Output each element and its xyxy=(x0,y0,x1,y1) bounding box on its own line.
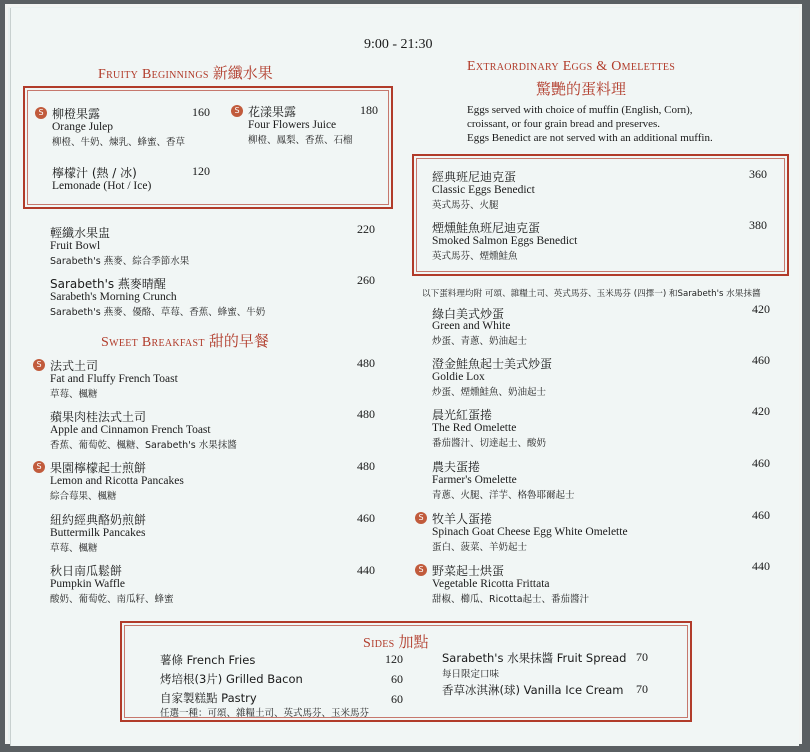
item-name-en: Four Flowers Juice xyxy=(248,119,337,131)
side-item-desc: 任選一種：可頌、雜糧土司、英式馬芬、玉米馬芬 xyxy=(160,708,370,719)
item-price: 420 xyxy=(752,404,770,418)
eggs-intro-line: croissant, or four grain bread and preserves. xyxy=(467,118,661,130)
section-title-en: Fruity Beginnings xyxy=(98,67,209,82)
item-desc: 炒蛋、煙燻鮭魚、奶油起士 xyxy=(432,387,547,398)
item-name-zh: 牧羊人蛋捲 xyxy=(432,512,493,526)
item-desc: 甜椒、櫛瓜、Ricotta起士、番茄醬汁 xyxy=(432,594,590,605)
eggs-intro-line: Eggs served with choice of muffin (English, Corn), xyxy=(467,104,693,116)
side-item-price: 60 xyxy=(391,692,403,706)
item-name-en: Farmer's Omelette xyxy=(432,474,517,486)
item-price: 440 xyxy=(752,559,770,573)
item-price: 260 xyxy=(357,273,375,287)
item-name-zh: 花漾果露 xyxy=(248,105,297,119)
signature-icon: S xyxy=(33,359,45,371)
item-name-zh: 柳橙果露 xyxy=(52,107,101,121)
signature-icon: S xyxy=(35,107,47,119)
item-name-en: Goldie Lox xyxy=(432,371,485,383)
item-name-zh: 經典班尼迪克蛋 xyxy=(432,170,517,184)
item-desc: 英式馬芬、火腿 xyxy=(432,200,499,211)
item-name-zh: 綠白美式炒蛋 xyxy=(432,307,505,321)
item-name-zh: 煙燻鮭魚班尼迪克蛋 xyxy=(432,221,541,235)
item-name-en: Vegetable Ricotta Frittata xyxy=(432,578,550,590)
item-price: 120 xyxy=(192,164,210,178)
item-desc: 酸奶、葡萄乾、南瓜籽、蜂蜜 xyxy=(50,594,174,605)
item-name-zh: 農夫蛋捲 xyxy=(432,460,481,474)
item-name-en: Smoked Salmon Eggs Benedict xyxy=(432,235,578,247)
item-name-zh: 澄金鮭魚起士美式炒蛋 xyxy=(432,357,553,371)
section-title-sweet xyxy=(101,330,269,351)
item-price: 420 xyxy=(752,302,770,316)
item-price: 460 xyxy=(752,508,770,522)
item-name-zh: Sarabeth's 燕麥晴醒 xyxy=(50,277,166,291)
item-desc: 番茄醬汁、切達起士、酸奶 xyxy=(432,438,547,449)
item-name-zh: 秋日南瓜鬆餅 xyxy=(50,564,123,578)
section-title-eggs-en: Extraordinary Eggs & Omelettes xyxy=(467,59,676,74)
item-price: 180 xyxy=(360,103,378,117)
item-desc: 蛋白、菠菜、羊奶起士 xyxy=(432,542,528,553)
item-price: 480 xyxy=(357,459,375,473)
signature-icon: S xyxy=(231,105,243,117)
side-item-name: 香草冰淇淋(球) Vanilla Ice Cream xyxy=(442,683,624,697)
item-desc: 柳橙、牛奶、煉乳、蜂蜜、香草 xyxy=(52,137,186,148)
opening-hours: 9:00 - 21:30 xyxy=(364,37,433,52)
side-item-price: 120 xyxy=(385,652,403,666)
side-item-desc: 每日限定口味 xyxy=(442,669,500,680)
item-price: 220 xyxy=(357,222,375,236)
item-name-en: Sarabeth's Morning Crunch xyxy=(50,291,177,303)
item-price: 460 xyxy=(752,456,770,470)
item-desc: 柳橙、鳳梨、香蕉、石榴 xyxy=(248,135,353,146)
signature-icon: S xyxy=(415,512,427,524)
signature-icon: S xyxy=(415,564,427,576)
section-title-zh: 甜的早餐 xyxy=(208,334,269,350)
item-name-en: Orange Julep xyxy=(52,121,113,133)
item-desc: Sarabeth's 燕麥、優酪、草莓、香蕉、蜂蜜、牛奶 xyxy=(50,307,266,318)
item-name-en: Classic Eggs Benedict xyxy=(432,184,535,196)
item-price: 380 xyxy=(749,218,767,232)
side-item-price: 70 xyxy=(636,682,648,696)
side-item-price: 60 xyxy=(391,672,403,686)
eggs-serving-note: 以下蛋料理均附 可頌、雜糧土司、英式馬芬、玉米馬芬 (四擇一) 和Sarabeth's 水果抹醬 xyxy=(422,289,761,299)
item-name-zh: 輕纖水果盅 xyxy=(50,226,111,240)
item-name-en: Fat and Fluffy French Toast xyxy=(50,373,178,385)
item-name-en: Spinach Goat Cheese Egg White Omelette xyxy=(432,526,628,538)
item-price: 360 xyxy=(749,167,767,181)
item-name-en: Green and White xyxy=(432,320,511,332)
item-name-zh: 紐約經典酪奶煎餅 xyxy=(50,513,147,527)
item-desc: 英式馬芬、煙燻鮭魚 xyxy=(432,251,518,262)
item-name-zh: 晨光紅蛋捲 xyxy=(432,408,493,422)
item-desc: 炒蛋、青蔥、奶油起士 xyxy=(432,336,528,347)
item-price: 480 xyxy=(357,407,375,421)
side-item-name: 自家製糕點 Pastry xyxy=(160,691,257,705)
item-name-zh: 法式土司 xyxy=(50,359,99,373)
item-desc: 綜合莓果、楓糖 xyxy=(50,491,117,502)
item-desc: 青蔥、火腿、洋芋、格魯耶爾起士 xyxy=(432,490,575,501)
section-title-en: Sweet Breakfast xyxy=(101,335,205,350)
section-title-fruity xyxy=(98,62,273,83)
item-desc: Sarabeth's 燕麥、綜合季節水果 xyxy=(50,256,190,267)
eggs-intro-line: Eggs Benedict are not served with an additional muffin. xyxy=(467,132,713,144)
item-name-zh: 野菜起士烘蛋 xyxy=(432,564,505,578)
side-item-name: 薯條 French Fries xyxy=(160,653,256,667)
item-price: 440 xyxy=(357,563,375,577)
signature-icon: S xyxy=(33,461,45,473)
item-name-en: Fruit Bowl xyxy=(50,240,101,252)
section-title-eggs-zh: 驚艷的蛋料理 xyxy=(536,82,627,98)
side-item-name: 烤培根(3片) Grilled Bacon xyxy=(160,672,303,686)
item-name-en: Lemon and Ricotta Pancakes xyxy=(50,475,184,487)
item-name-zh: 檸檬汁 (熱 / 冰) xyxy=(52,166,137,180)
item-name-en: The Red Omelette xyxy=(432,422,517,434)
item-desc: 草莓、楓糖 xyxy=(50,389,98,400)
item-price: 160 xyxy=(192,105,210,119)
item-name-zh: 果園檸檬起士煎餅 xyxy=(50,461,147,475)
item-desc: 香蕉、葡萄乾、楓糖、Sarabeth's 水果抹醬 xyxy=(50,440,237,451)
section-title-zh: 新纖水果 xyxy=(212,66,273,82)
item-name-en: Buttermilk Pancakes xyxy=(50,527,146,539)
item-name-en: Apple and Cinnamon French Toast xyxy=(50,424,211,436)
side-item-price: 70 xyxy=(636,650,648,664)
side-item-name: Sarabeth's 水果抹醬 Fruit Spread xyxy=(442,651,627,665)
section-title-zh: 加點 xyxy=(398,635,429,651)
item-name-en: Pumpkin Waffle xyxy=(50,578,125,590)
item-price: 480 xyxy=(357,356,375,370)
section-title-en: Sides xyxy=(363,636,395,651)
item-name-zh: 蘋果肉桂法式土司 xyxy=(50,410,147,424)
item-price: 460 xyxy=(357,511,375,525)
item-price: 460 xyxy=(752,353,770,367)
item-name-en: Lemonade (Hot / Ice) xyxy=(52,180,152,192)
section-title-sides xyxy=(363,631,429,652)
item-desc: 草莓、楓糖 xyxy=(50,543,98,554)
